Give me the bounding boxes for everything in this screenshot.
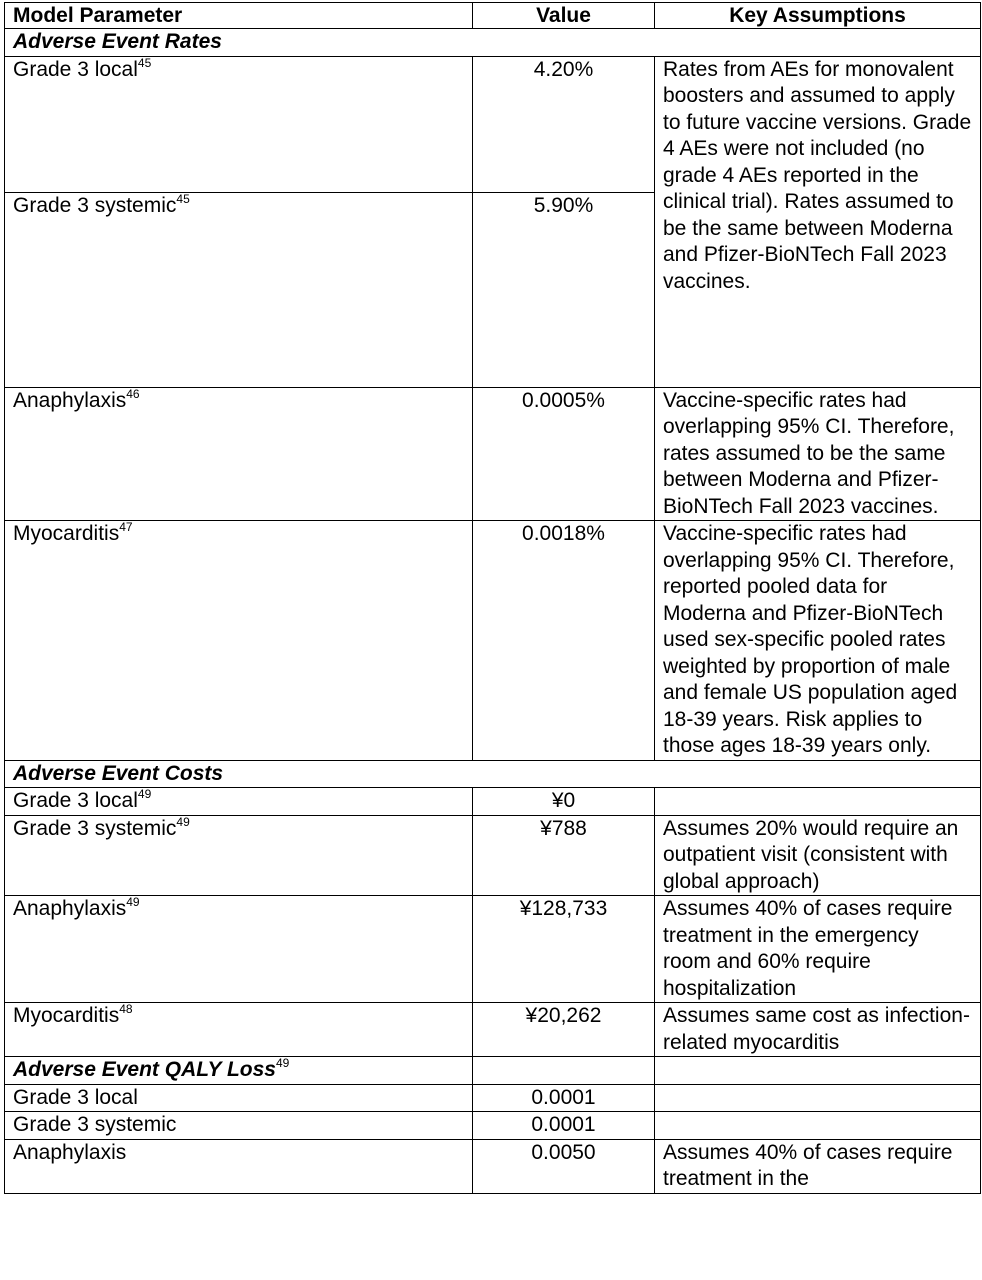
parameter-cell: Grade 3 local (5, 1084, 473, 1112)
value-cell: 0.0005% (473, 387, 655, 521)
reference-number: 49 (137, 787, 152, 801)
value-cell: 0.0018% (473, 521, 655, 761)
reference-number: 46 (126, 386, 140, 401)
table-row (5, 1003, 981, 1057)
value-cell: ¥128,733 (473, 896, 655, 1003)
parameter-cell (5, 387, 473, 521)
assumption-cell: Assumes 20% would require an outpatient visit (consistent with global approach) (655, 815, 981, 896)
assumption-cell: Assumes 40% of cases require treatment in the emergency room and 60% require hospitalization (655, 896, 981, 1003)
value-cell: 0.0001 (473, 1084, 655, 1112)
parameter-name: Grade 3 local (13, 789, 138, 812)
section-row-qaly (5, 1057, 981, 1085)
parameter-cell (5, 815, 473, 896)
value-cell: ¥0 (473, 788, 655, 816)
parameter-cell (5, 1003, 473, 1057)
assumption-cell (655, 1112, 981, 1140)
parameter-cell (5, 192, 473, 387)
empty-cell (473, 1057, 655, 1085)
parameter-cell: Grade 3 systemic (5, 1112, 473, 1140)
section-row-rates (5, 29, 981, 57)
parameter-cell (5, 896, 473, 1003)
reference-number: 47 (119, 520, 133, 534)
reference-number: 49 (176, 814, 190, 829)
parameter-name: Anaphylaxis (13, 897, 127, 920)
table-row (5, 56, 981, 192)
header-model-parameter: Model Parameter (5, 3, 473, 29)
reference-number: 45 (137, 55, 152, 70)
table-row (5, 896, 981, 1003)
section-title-text: Adverse Event QALY Loss (13, 1058, 276, 1081)
parameter-name: Grade 3 local (13, 57, 138, 81)
table-row (5, 521, 981, 761)
assumption-cell: Vaccine-specific rates had overlapping 95% CI. Therefore, reported pooled data for Moderna and Pfizer-BioNTech used sex-specific pooled rates weighted by proportion of male and female US population aged 18-39 years. Risk applies to those ages 18-39 years only. (655, 521, 981, 761)
section-title-qaly (5, 1057, 473, 1085)
parameter-name: Grade 3 systemic (13, 816, 177, 840)
assumption-cell: Assumes 40% of cases require treatment in the (655, 1139, 981, 1193)
reference-number: 49 (126, 895, 140, 909)
parameter-cell (5, 788, 473, 816)
table-row (5, 1139, 981, 1193)
parameter-cell: Anaphylaxis (5, 1139, 473, 1193)
value-cell: 5.90% (473, 192, 655, 387)
parameter-cell (5, 521, 473, 761)
table-row (5, 1112, 981, 1140)
reference-number: 48 (119, 1002, 133, 1016)
reference-number: 45 (176, 191, 190, 206)
assumption-cell: Rates from AEs for monovalent boosters and assumed to apply to future vaccine versions. Grade 4 AEs were not included (no grade 4 AEs reported in the clinical trial). Rates assumed to be the same between Moderna and Pfizer-BioNTech Fall 2023 vaccines. (655, 56, 981, 387)
table-row (5, 1084, 981, 1112)
header-value: Value (473, 3, 655, 29)
table-row (5, 815, 981, 896)
value-cell: ¥20,262 (473, 1003, 655, 1057)
parameter-name: Grade 3 systemic (13, 193, 177, 217)
table-row (5, 387, 981, 521)
assumption-cell: Vaccine-specific rates had overlapping 95% CI. Therefore, rates assumed to be the same between Moderna and Pfizer-BioNTech Fall 2023 vaccines. (655, 387, 981, 521)
reference-number: 49 (275, 1056, 290, 1070)
assumption-cell (655, 1084, 981, 1112)
value-cell: ¥788 (473, 815, 655, 896)
header-key-assumptions: Key Assumptions (655, 3, 981, 29)
table-row (5, 788, 981, 816)
parameter-cell (5, 56, 473, 192)
section-row-costs (5, 760, 981, 788)
assumption-cell: Assumes same cost as infection-related myocarditis (655, 1003, 981, 1057)
parameter-name: Myocarditis (13, 1004, 120, 1027)
header-row (5, 3, 981, 29)
value-cell: 0.0001 (473, 1112, 655, 1140)
parameter-name: Anaphylaxis (13, 388, 127, 412)
parameter-name: Myocarditis (13, 522, 120, 545)
empty-cell (655, 1057, 981, 1085)
value-cell: 0.0050 (473, 1139, 655, 1193)
value-cell: 4.20% (473, 56, 655, 192)
parameters-table (4, 2, 981, 1194)
assumption-cell (655, 788, 981, 816)
section-title-rates: Adverse Event Rates (5, 29, 981, 57)
section-title-costs: Adverse Event Costs (5, 760, 981, 788)
